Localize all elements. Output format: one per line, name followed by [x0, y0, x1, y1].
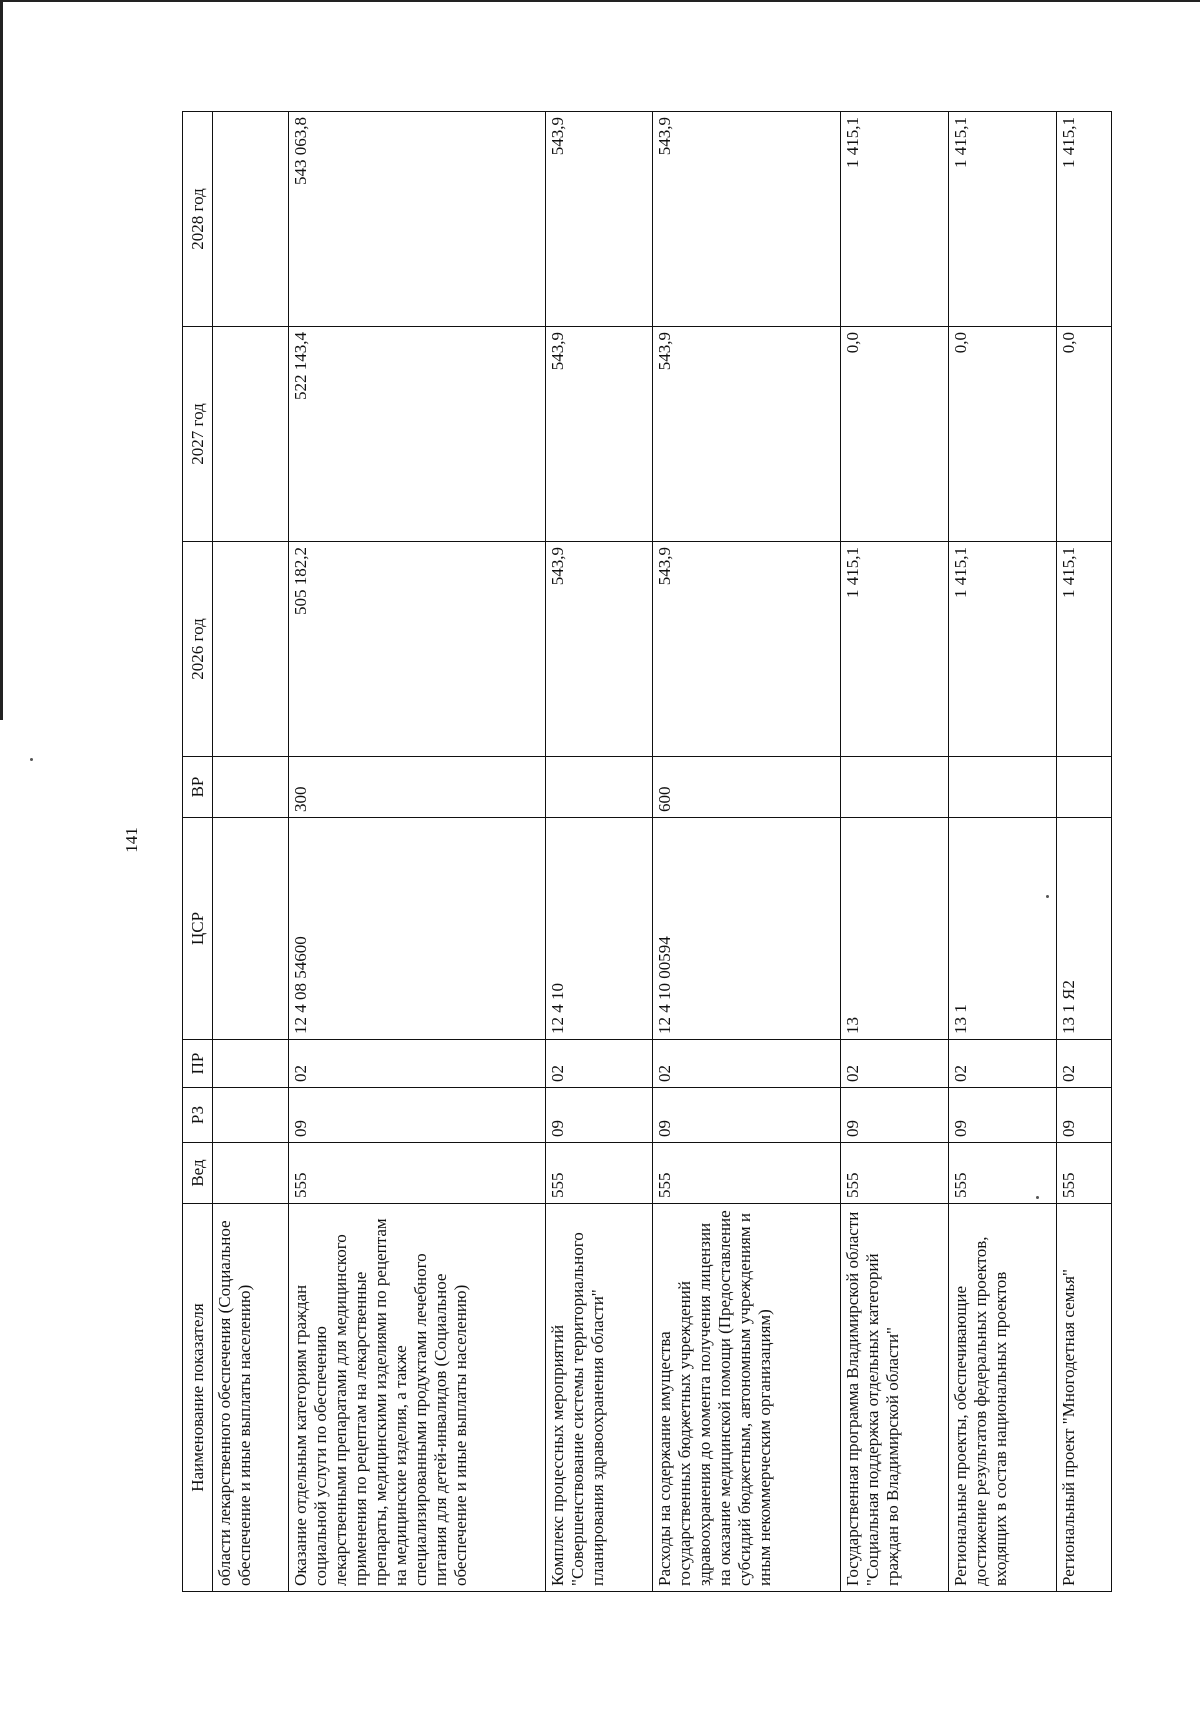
cell-2028: 543,9: [545, 112, 652, 327]
cell-vr: [949, 757, 1057, 818]
cell-pr: 02: [1056, 1040, 1111, 1088]
table-row: [213, 112, 289, 1592]
cell-2027: 0,0: [841, 327, 949, 542]
table-row: [841, 112, 949, 1592]
cell-csr: 12 4 10 00594: [652, 818, 840, 1040]
scan-edge-left: [0, 0, 3, 720]
budget-table: [182, 111, 1112, 1592]
cell-2028: 543,9: [652, 112, 840, 327]
cell-rz: 09: [545, 1088, 652, 1143]
table-row: [949, 112, 1057, 1592]
cell-2026: [213, 542, 289, 757]
cell-2027: [213, 327, 289, 542]
cell-2026: 1 415,1: [949, 542, 1057, 757]
table-row: [289, 112, 546, 1592]
cell-csr: [213, 818, 289, 1040]
cell-vr: 600: [652, 757, 840, 818]
cell-csr: 13: [841, 818, 949, 1040]
cell-pr: 02: [841, 1040, 949, 1088]
cell-name: Государственная программа Владимирской области "Социальная поддержка отдельных категорий граждан во Владимирской области": [841, 1204, 949, 1592]
cell-2027: 543,9: [545, 327, 652, 542]
scan-edge-top: [0, 0, 1200, 2]
cell-ved: [213, 1143, 289, 1204]
header-csr: ЦСР: [183, 818, 213, 1040]
cell-2026: 505 182,2: [289, 542, 546, 757]
table-row: [652, 112, 840, 1592]
cell-rz: [213, 1088, 289, 1143]
cell-2027: 0,0: [949, 327, 1057, 542]
cell-name: Оказание отдельным категориям граждан социальной услуги по обеспечению лекарственными препаратами для медицинского применения по рецептам на лекарственные препараты, медицинскими изделиями по рецептам на медицинские изделия, а также специализированными продуктами лечебного питания для детей-инвалидов (Социальное обеспечение и иные выплаты населению): [289, 1204, 546, 1592]
header-2027: 2027 год: [183, 327, 213, 542]
cell-vr: [841, 757, 949, 818]
cell-2026: 1 415,1: [1056, 542, 1111, 757]
cell-2026: 543,9: [545, 542, 652, 757]
cell-2028: 1 415,1: [949, 112, 1057, 327]
cell-rz: 09: [289, 1088, 546, 1143]
cell-rz: 09: [949, 1088, 1057, 1143]
table-header-row: [183, 112, 213, 1592]
cell-name: Региональный проект "Многодетная семья": [1056, 1204, 1111, 1592]
cell-name: области лекарственного обеспечения (Социальное обеспечение и иные выплаты населению): [213, 1204, 289, 1592]
cell-2028: 543 063,8: [289, 112, 546, 327]
cell-2027: 0,0: [1056, 327, 1111, 542]
cell-2027: 522 143,4: [289, 327, 546, 542]
cell-pr: 02: [545, 1040, 652, 1088]
cell-pr: 02: [289, 1040, 546, 1088]
cell-name: Расходы на содержание имущества государственных бюджетных учреждений здравоохранения до момента получения лицензии на оказание медицинской помощи (Предоставление субсидий бюджетным, автономным учреждениям и иным некоммерческим организациям): [652, 1204, 840, 1592]
header-pr: ПР: [183, 1040, 213, 1088]
cell-csr: 12 4 08 54600: [289, 818, 546, 1040]
cell-ved: 555: [545, 1143, 652, 1204]
header-name: Наименование показателя: [183, 1204, 213, 1592]
cell-name: Комплекс процессных мероприятий "Совершенствование системы территориального планирования здравоохранения области": [545, 1204, 652, 1592]
table-row: [545, 112, 652, 1592]
cell-vr: [213, 757, 289, 818]
table-row: [1056, 112, 1111, 1592]
cell-2028: 1 415,1: [841, 112, 949, 327]
cell-2028: 1 415,1: [1056, 112, 1111, 327]
cell-rz: 09: [1056, 1088, 1111, 1143]
cell-csr: 13 1 Я2: [1056, 818, 1111, 1040]
header-2028: 2028 год: [183, 112, 213, 327]
header-2026: 2026 год: [183, 542, 213, 757]
cell-ved: 555: [841, 1143, 949, 1204]
cell-csr: 13 1: [949, 818, 1057, 1040]
cell-ved: 555: [652, 1143, 840, 1204]
rotated-table-container: [182, 112, 1112, 1592]
header-vr: ВР: [183, 757, 213, 818]
scan-speck: [30, 758, 33, 761]
cell-pr: 02: [949, 1040, 1057, 1088]
cell-vr: [1056, 757, 1111, 818]
cell-2026: 543,9: [652, 542, 840, 757]
cell-rz: 09: [841, 1088, 949, 1143]
cell-ved: 555: [289, 1143, 546, 1204]
cell-2027: 543,9: [652, 327, 840, 542]
cell-2026: 1 415,1: [841, 542, 949, 757]
cell-csr: 12 4 10: [545, 818, 652, 1040]
cell-rz: 09: [652, 1088, 840, 1143]
cell-ved: 555: [1056, 1143, 1111, 1204]
cell-pr: [213, 1040, 289, 1088]
header-rz: РЗ: [183, 1088, 213, 1143]
cell-pr: 02: [652, 1040, 840, 1088]
cell-name: Региональные проекты, обеспечивающие достижение результатов федеральных проектов, входящих в состав национальных проектов: [949, 1204, 1057, 1592]
header-ved: Вед: [183, 1143, 213, 1204]
cell-vr: [545, 757, 652, 818]
cell-ved: 555: [949, 1143, 1057, 1204]
cell-vr: 300: [289, 757, 546, 818]
page-number: 141: [122, 827, 141, 853]
cell-2028: [213, 112, 289, 327]
